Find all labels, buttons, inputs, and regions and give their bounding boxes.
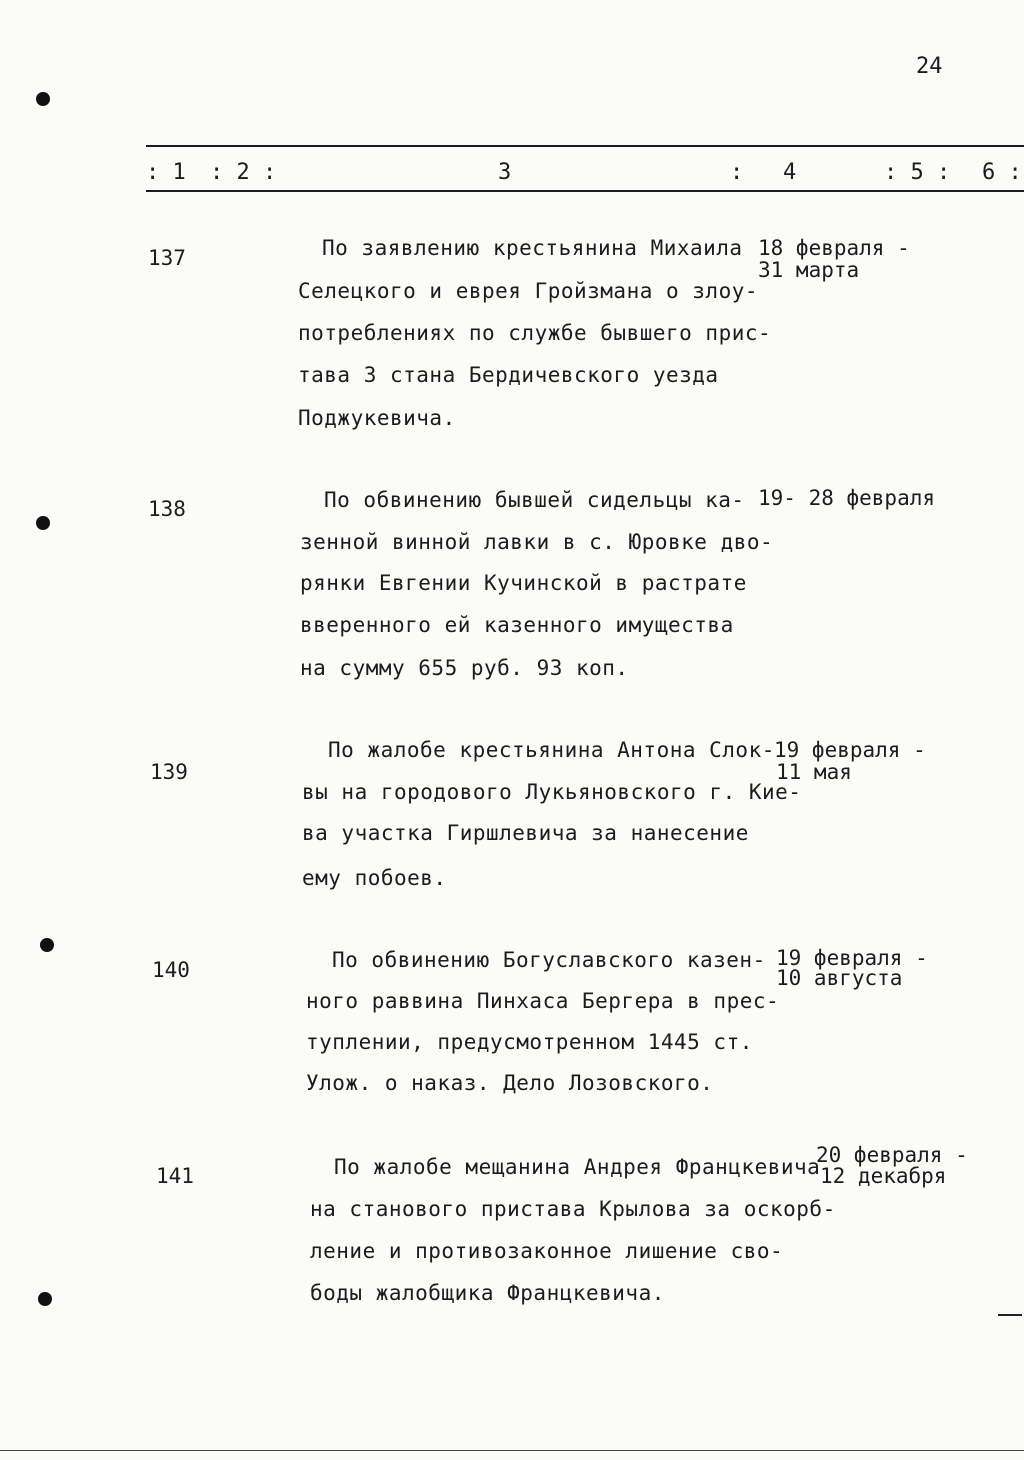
bottom-scan-line bbox=[0, 1450, 1024, 1451]
entry-text-line: По жалобе крестьянина Антона Слок- bbox=[328, 738, 775, 762]
entry-text-line: туплении, предусмотренном 1445 ст. bbox=[306, 1030, 753, 1054]
punch-hole bbox=[36, 516, 50, 530]
entry-text-line: По обвинению бывшей сидельцы ка- bbox=[324, 488, 745, 512]
entry-text-line: По жалобе мещанина Андрея Францкевича bbox=[334, 1155, 821, 1179]
header-top-rule bbox=[146, 145, 1024, 147]
entry-date-start: 19 февраля - bbox=[776, 946, 928, 970]
entry-text-line: зенной винной лавки в с. Юровке дво- bbox=[300, 530, 774, 554]
entry-date-end: 12 декабря bbox=[820, 1164, 947, 1188]
entry-number: 137 bbox=[148, 246, 186, 270]
entry-text-line: потреблениях по службе бывшего прис- bbox=[298, 321, 772, 345]
column-header-1: : 1 bbox=[146, 160, 186, 185]
column-header-3: 3 bbox=[498, 160, 512, 185]
column-header-4: : 4 bbox=[730, 160, 797, 185]
punch-hole bbox=[40, 938, 54, 952]
entry-text-line: вы на городового Лукьяновского г. Кие- bbox=[302, 780, 802, 804]
entry-text-line: Селецкого и еврея Гройзмана о злоу- bbox=[298, 279, 759, 303]
entry-date-range: 19- 28 февраля bbox=[758, 486, 936, 510]
column-header-2: : 2 : bbox=[210, 160, 277, 185]
punch-hole bbox=[36, 92, 50, 106]
entry-text-line: Поджукевича. bbox=[298, 406, 456, 430]
page-number: 24 bbox=[916, 54, 943, 79]
entry-text-line: на сумму 655 руб. 93 коп. bbox=[300, 656, 629, 680]
entry-text-line: рянки Евгении Кучинской в растрате bbox=[300, 571, 747, 595]
entry-text-line: ему побоев. bbox=[302, 866, 447, 890]
entry-text-line: По обвинению Богуславского казен- bbox=[332, 948, 766, 972]
entry-text-line: ного раввина Пинхаса Бергера в прес- bbox=[306, 989, 780, 1013]
entry-text-line: Улож. о наказ. Дело Лозовского. bbox=[306, 1071, 714, 1095]
column-header-6: 6 : bbox=[982, 160, 1022, 185]
edge-mark bbox=[998, 1314, 1022, 1316]
entry-text-line: По заявлению крестьянина Михаила bbox=[322, 236, 743, 260]
column-header-5: : 5 : bbox=[884, 160, 951, 185]
entry-text-line: ва участка Гиршлевича за нанесение bbox=[302, 821, 749, 845]
punch-hole bbox=[38, 1292, 52, 1306]
entry-text-line: ление и противозаконное лишение сво- bbox=[310, 1239, 784, 1263]
entry-date-start: 20 февраля - bbox=[816, 1143, 968, 1167]
entry-date-start: 19 февраля - bbox=[774, 738, 926, 762]
entry-date-end: 11 мая bbox=[776, 760, 852, 784]
entry-text-line: боды жалобщика Францкевича. bbox=[310, 1281, 665, 1305]
entry-number: 140 bbox=[152, 958, 190, 982]
entry-text-line: на станового пристава Крылова за оскорб- bbox=[310, 1197, 836, 1221]
entry-text-line: тава 3 стана Бердичевского уезда bbox=[298, 363, 719, 387]
entry-date-end: 31 марта bbox=[758, 258, 860, 282]
header-bottom-rule bbox=[146, 190, 1024, 192]
entry-text-line: вверенного ей казенного имущества bbox=[300, 613, 734, 637]
entry-number: 141 bbox=[156, 1164, 194, 1188]
entry-number: 139 bbox=[150, 760, 188, 784]
entry-date-end: 10 августа bbox=[776, 966, 903, 990]
entry-date-start: 18 февраля - bbox=[758, 236, 910, 260]
entry-number: 138 bbox=[148, 497, 186, 521]
